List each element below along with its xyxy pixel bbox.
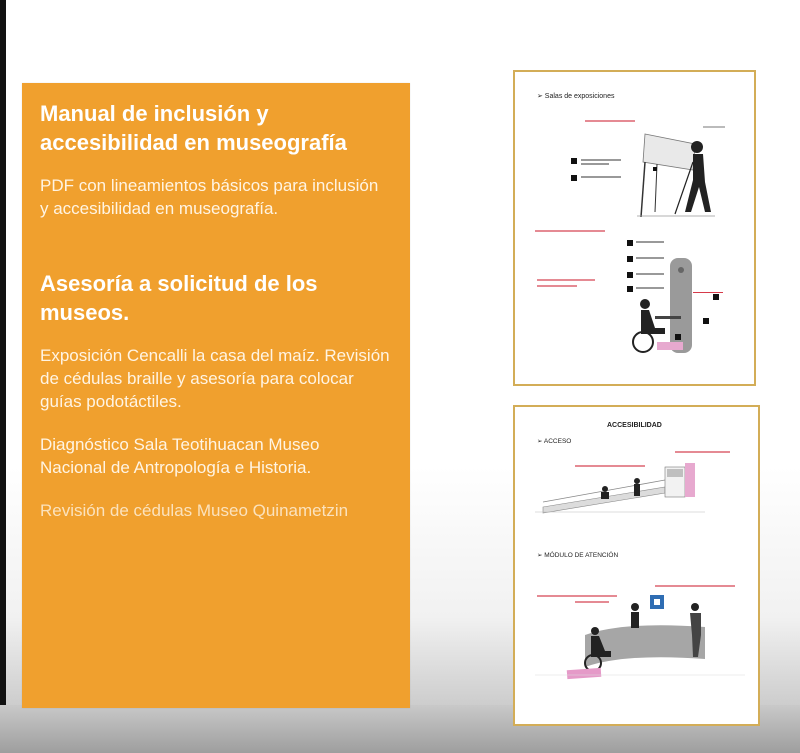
- cencalli-exhibition-text: Exposición Cencalli la casa del maíz. Revisión de cédulas braille y asesoría para colocar guías podotáctiles.: [40, 346, 390, 411]
- advisory-heading: Asesoría a solicitud de los museos.: [40, 270, 318, 325]
- quinametzin-review-text: Revisión de cédulas Museo Quinametzin: [40, 500, 349, 520]
- info-panel: [22, 83, 410, 708]
- accessibility-diagram-card: [513, 405, 760, 726]
- manual-description: PDF con lineamientos básicos para inclusión y accesibilidad en museografía.: [40, 176, 379, 218]
- card2-title: ACCESIBILIDAD: [607, 422, 662, 429]
- exhibition-rooms-illustration: [515, 72, 754, 384]
- card2-service-label: ➢ MÓDULO DE ATENCIÓN: [537, 552, 619, 559]
- exhibition-rooms-diagram-card: [513, 70, 756, 386]
- manual-heading: Manual de inclusión y accesibilidad en museografía: [40, 101, 347, 156]
- accessibility-illustration: [515, 407, 758, 724]
- teotihuacan-diagnosis-text: Diagnóstico Sala Teotihuacan Museo Nacional de Antropología e Historia.: [40, 434, 320, 477]
- left-edge-rule: [0, 0, 6, 705]
- card2-access-label: ➢ ACCESO: [537, 438, 572, 445]
- card1-title: ➢ Salas de exposiciones: [537, 93, 615, 100]
